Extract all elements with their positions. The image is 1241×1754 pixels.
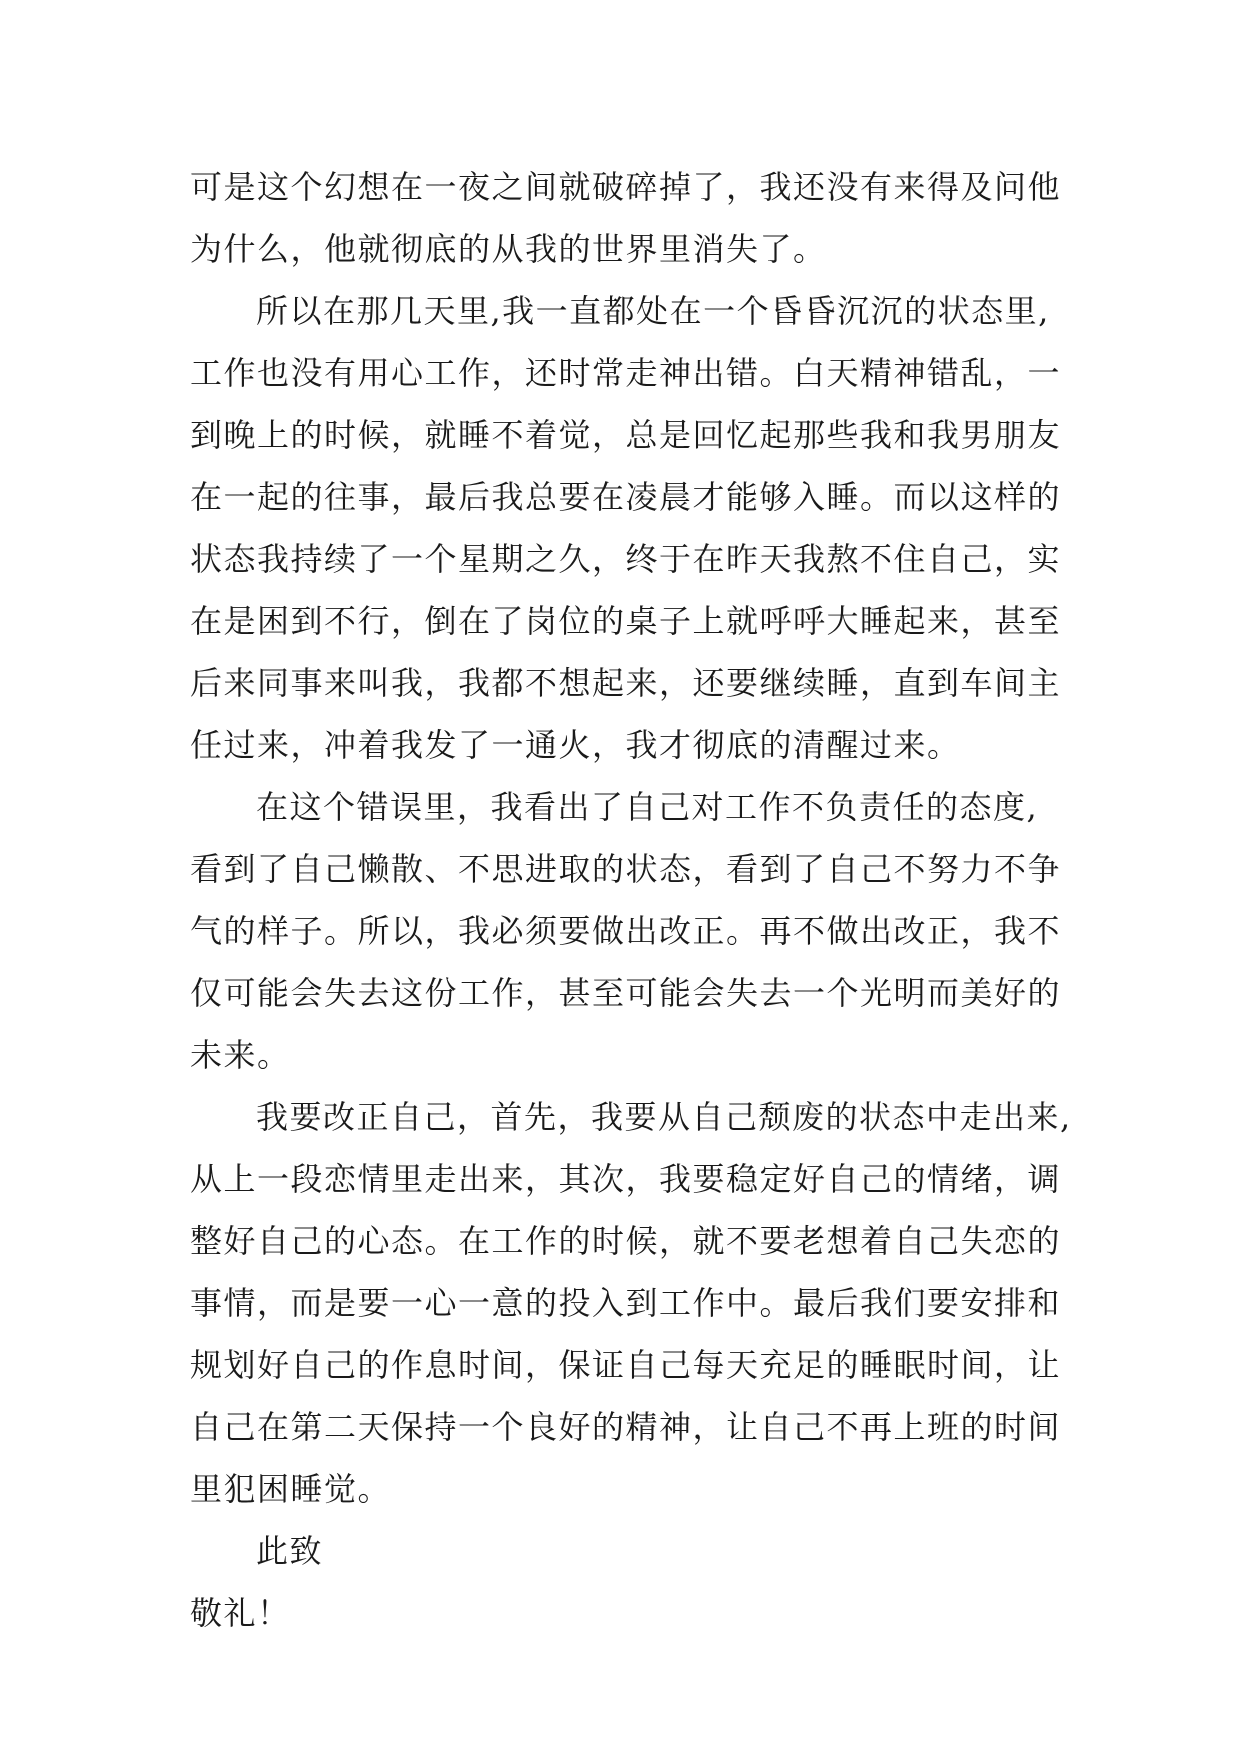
paragraph-start-line: 我要改正自己，首先，我要从自己颓废的状态中走出来, bbox=[256, 1098, 1072, 1136]
text-line: 任过来，冲着我发了一通火，我才彻底的清醒过来。 bbox=[190, 726, 961, 764]
letter-body bbox=[190, 156, 1090, 1644]
text-line: 到晚上的时候，就睡不着觉，总是回忆起那些我和我男朋友 bbox=[190, 416, 1062, 454]
text-line: 仅可能会失去这份工作，甚至可能会失去一个光明而美好的 bbox=[190, 974, 1062, 1012]
text-line: 气的样子。所以，我必须要做出改正。再不做出改正，我不 bbox=[190, 912, 1062, 950]
text-line: 可是这个幻想在一夜之间就破碎掉了，我还没有来得及问他 bbox=[190, 168, 1062, 206]
text-line: 看到了自己懒散、不思进取的状态，看到了自己不努力不争 bbox=[190, 850, 1062, 888]
text-line: 工作也没有用心工作，还时常走神出错。白天精神错乱，一 bbox=[190, 354, 1062, 392]
text-line: 从上一段恋情里走出来，其次，我要稳定好自己的情绪，调 bbox=[190, 1160, 1062, 1198]
text-line: 为什么，他就彻底的从我的世界里消失了。 bbox=[190, 230, 827, 268]
text-line: 在一起的往事，最后我总要在凌晨才能够入睡。而以这样的 bbox=[190, 478, 1062, 516]
closing-salutation: 此致 bbox=[256, 1532, 324, 1570]
text-line: 整好自己的心态。在工作的时候，就不要老想着自己失恋的 bbox=[190, 1222, 1062, 1260]
text-line: 里犯困睡觉。 bbox=[190, 1470, 392, 1508]
paragraph-start-line: 在这个错误里，我看出了自己对工作不负责任的态度, bbox=[256, 788, 1039, 826]
text-line: 事情，而是要一心一意的投入到工作中。最后我们要安排和 bbox=[190, 1284, 1062, 1322]
text-line: 规划好自己的作息时间，保证自己每天充足的睡眠时间，让 bbox=[190, 1346, 1062, 1384]
text-line: 未来。 bbox=[190, 1036, 291, 1074]
paragraph-start-line: 所以在那几天里,我一直都处在一个昏昏沉沉的状态里, bbox=[256, 292, 1050, 330]
text-line: 自己在第二天保持一个良好的精神，让自己不再上班的时间 bbox=[190, 1408, 1062, 1446]
text-line: 后来同事来叫我，我都不想起来，还要继续睡，直到车间主 bbox=[190, 664, 1062, 702]
text-line: 状态我持续了一个星期之久，终于在昨天我熬不住自己，实 bbox=[190, 540, 1062, 578]
text-line: 在是困到不行，倒在了岗位的桌子上就呼呼大睡起来，甚至 bbox=[190, 602, 1062, 640]
closing-regards: 敬礼！ bbox=[190, 1594, 291, 1632]
